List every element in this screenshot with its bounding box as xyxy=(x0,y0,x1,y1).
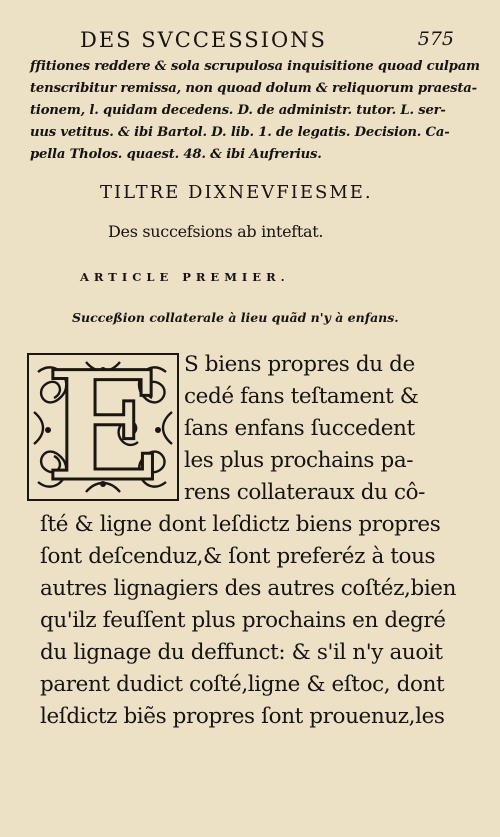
body-line: parent dudict coſté,ligne & eſtoc, dont xyxy=(40,672,445,697)
citation-line: ffitiones reddere & sola scrupulosa inquisitione quoad culpam xyxy=(30,59,480,74)
legal-citation-block xyxy=(30,56,480,166)
body-line: leſdictz biẽs propres ſont prouenuz,les xyxy=(40,704,445,729)
citation-line: tenscribitur remissa, non quoad dolum & reliquorum praesta- xyxy=(30,81,477,96)
body-line: cedé fans teſtament & xyxy=(184,384,419,409)
citation-line: uus vetitus. & ibi Bartol. D. lib. 1. de legatis. Decision. Ca- xyxy=(30,125,450,140)
running-head: DES SVCCESSIONS xyxy=(80,28,327,52)
article-summary: Succeßion collaterale à lieu quãd n'y à enfans. xyxy=(72,310,399,325)
body-line: rens collateraux du cô- xyxy=(184,480,426,505)
citation-line: tionem, l. quidam decedens. D. de administr. tutor. L. ser- xyxy=(30,103,446,118)
body-line: du lignage du deffunct: & s'il n'y auoit xyxy=(40,640,443,665)
body-line: autres lignagiers des autres coſtéz,bien xyxy=(40,576,457,601)
body-line: ſont deſcenduz,& ſont preferéz à tous xyxy=(40,544,436,569)
initial-letter: E xyxy=(45,339,161,515)
decorated-initial xyxy=(26,339,180,515)
body-line: ſté & ligne dont leſdictz biens propres xyxy=(40,512,441,537)
page-number: 575 xyxy=(417,28,454,50)
section-subtitle: Des succefsions ab inteftat. xyxy=(108,222,324,241)
body-line: S biens propres du de xyxy=(184,352,415,377)
body-line: qu'ilz feuſſent plus prochains en degré xyxy=(40,608,446,633)
section-title: TILTRE DIXNEVFIESME. xyxy=(100,182,373,203)
citation-line: pella Tholos. quaest. 48. & ibi Aufrerius. xyxy=(30,147,322,162)
body-line: ſans enfans ſuccedent xyxy=(184,416,415,441)
page-header xyxy=(40,28,454,54)
article-heading: ARTICLE PREMIER. xyxy=(80,270,290,284)
body-line: les plus prochains pa- xyxy=(184,448,414,473)
